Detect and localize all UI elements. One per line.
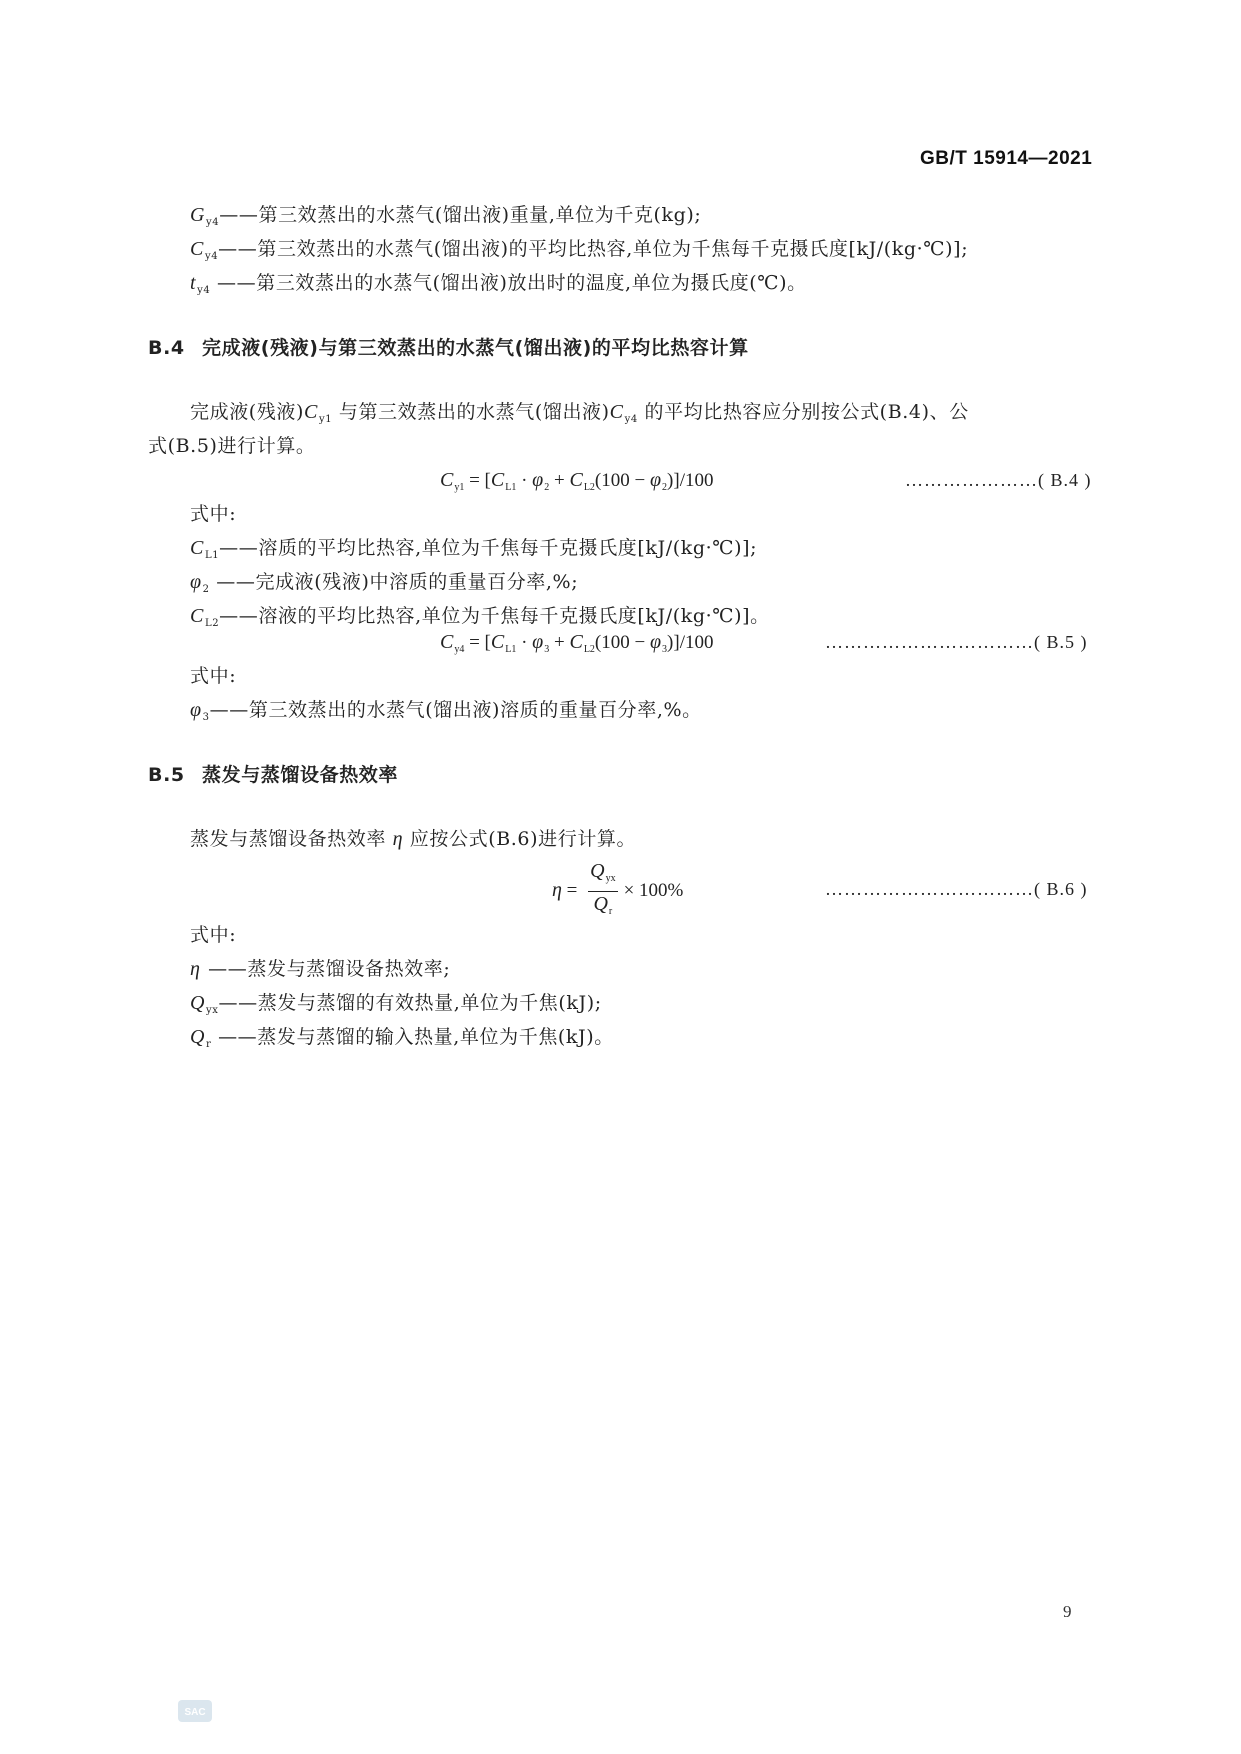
definition-line: $\varphi_2$ ——完成液(残液)中溶质的重量百分率,%; xyxy=(190,571,579,595)
formula-b4: $C_{y1} = [C_{L1} \cdot \varphi_2 + C_{L2}(100 - \varphi_2)]/100$ xyxy=(440,469,714,493)
formula-b6: η = $\frac{Q_{yx}}{Q_r}$ × 100% xyxy=(552,860,683,923)
definition-line: $C_{L1}——$溶质的平均比热容,单位为千焦每千克摄氏度[kJ/(kg·℃)]; xyxy=(190,537,758,561)
section-heading-b5: B.5 蒸发与蒸馏设备热效率 xyxy=(148,764,399,786)
definition-line: $C_{L2}——$溶液的平均比热容,单位为千焦每千克摄氏度[kJ/(kg·℃)]。 xyxy=(190,605,770,629)
where-label: 式中: xyxy=(190,503,237,525)
section-b4-intro-cont: 式(B.5)进行计算。 xyxy=(148,435,316,457)
standard-code: GB/T 15914—2021 xyxy=(920,148,1093,169)
section-b5-intro: 蒸发与蒸馏设备热效率 η 应按公式(B.6)进行计算。 xyxy=(190,828,637,850)
section-b4-intro: 完成液(残液)$C_{y1}$ 与第三效蒸出的水蒸气(馏出液)$C_{y4}$ 的平均比热容应分别按公式(B.4)、公 xyxy=(190,401,969,425)
definition-line: $G_{y4}——$第三效蒸出的水蒸气(馏出液)重量,单位为千克(kg); xyxy=(190,204,702,228)
fraction: $\frac{Q_{yx}}{Q_r}$ xyxy=(590,860,616,917)
equation-number-b5: ……………………………( B.5 ) xyxy=(825,632,1088,652)
where-label: 式中: xyxy=(190,924,237,946)
definition-line: $\varphi_3——$第三效蒸出的水蒸气(馏出液)溶质的重量百分率,%。 xyxy=(190,699,702,723)
sac-logo-icon xyxy=(178,1700,212,1722)
formula-b5: $C_{y4} = [C_{L1} \cdot \varphi_3 + C_{L2}(100 - \varphi_3)]/100$ xyxy=(440,631,714,655)
definition-line: η ——蒸发与蒸馏设备热效率; xyxy=(190,958,451,980)
where-label: 式中: xyxy=(190,665,237,687)
sac-logo-text: SAC xyxy=(184,1707,206,1718)
definition-line: $C_{y4}——$第三效蒸出的水蒸气(馏出液)的平均比热容,单位为千焦每千克摄氏度[kJ/(kg·℃)]; xyxy=(190,238,969,262)
section-heading-b4: B.4 完成液(残液)与第三效蒸出的水蒸气(馏出液)的平均比热容计算 xyxy=(148,337,749,359)
definition-line: $t_{y4}$ ——第三效蒸出的水蒸气(馏出液)放出时的温度,单位为摄氏度(℃)。 xyxy=(190,272,807,296)
equation-number-b4: …………………( B.4 ) xyxy=(905,470,1092,490)
page-number: 9 xyxy=(1063,1602,1072,1621)
definition-line: $Q_{yx}——$蒸发与蒸馏的有效热量,单位为千焦(kJ); xyxy=(190,992,602,1016)
definition-line: $Q_r$ ——蒸发与蒸馏的输入热量,单位为千焦(kJ)。 xyxy=(190,1026,614,1050)
equation-number-b6: ……………………………( B.6 ) xyxy=(825,879,1088,899)
